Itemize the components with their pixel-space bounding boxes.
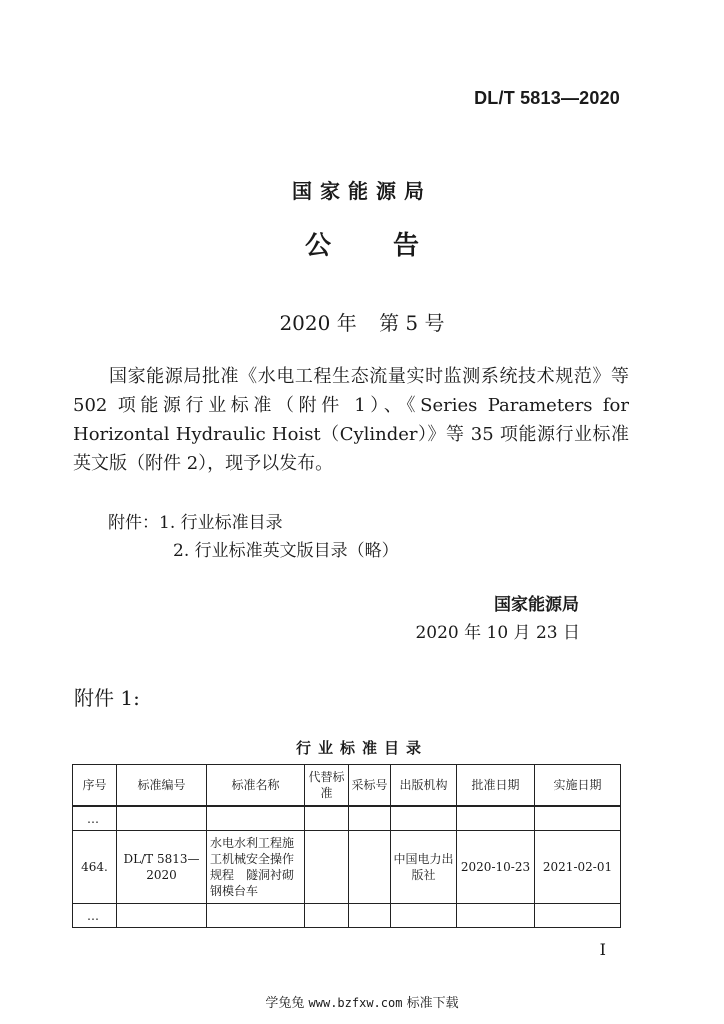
ellipsis-cell: … <box>73 806 117 831</box>
notice-title: 公告 <box>304 231 481 261</box>
notice-issue-number: 第 5 号 <box>379 311 445 335</box>
ellipsis-cell: … <box>73 904 117 928</box>
document-code: DL/T 5813—2020 <box>474 88 620 108</box>
column-header: 批准日期 <box>457 765 535 807</box>
column-header: 实施日期 <box>535 765 621 807</box>
notice-body: 国家能源局批准《水电工程生态流量实时监测系统技术规范》等 502 项能源行业标准（附件 1）、《Series Parameters for Horizontal Hydraulic Hoist（Cylinder）》等 35 项能源行业标准英文版（附件 2），现予以发布。 <box>73 366 629 474</box>
sign-date: 2020 年 10 月 23 日 <box>415 623 580 643</box>
site-footer <box>0 992 724 1011</box>
table-row-ellipsis <box>73 904 621 928</box>
column-header: 标准名称 <box>207 765 305 807</box>
appendix-label: 附件 1: <box>74 686 140 710</box>
column-header: 代替标准 <box>305 765 349 807</box>
site-url: www.bzfxw.com <box>308 996 403 1010</box>
column-header: 采标号 <box>349 765 391 807</box>
site-name: 学兔兔 <box>265 996 305 1011</box>
table-row <box>73 831 621 904</box>
attachment-line-1: 附件：1. 行业标准目录 <box>108 513 283 533</box>
table-header-row <box>73 765 621 807</box>
notice-number <box>0 307 724 336</box>
cell-effective: 2021-02-01 <box>535 831 621 904</box>
cell-seq: 464. <box>73 831 117 904</box>
column-header: 出版机构 <box>391 765 457 807</box>
column-header: 标准编号 <box>117 765 207 807</box>
table-title: 行业标准目录 <box>295 739 428 757</box>
cell-approved: 2020-10-23 <box>457 831 535 904</box>
notice-year: 2020 年 <box>279 311 357 335</box>
cell-adopted <box>349 831 391 904</box>
cell-replaces <box>305 831 349 904</box>
page-number: I <box>599 940 606 959</box>
cell-publisher: 中国电力出版社 <box>391 831 457 904</box>
issuer-heading: 国家能源局 <box>292 179 432 203</box>
table-row-ellipsis <box>73 806 621 831</box>
site-tagline: 标准下载 <box>406 996 459 1011</box>
column-header: 序号 <box>73 765 117 807</box>
cell-code: DL/T 5813—2020 <box>117 831 207 904</box>
signer: 国家能源局 <box>494 595 579 615</box>
standards-table <box>72 764 621 928</box>
attachment-line-2: 2. 行业标准英文版目录（略） <box>173 541 399 561</box>
cell-name: 水电水利工程施工机械安全操作规程 隧洞衬砌钢模台车 <box>207 831 305 904</box>
